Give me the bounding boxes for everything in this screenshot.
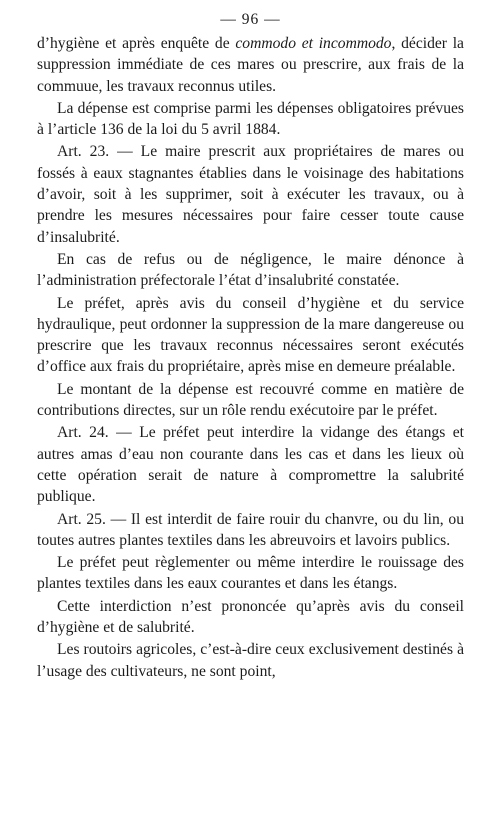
paragraph-recovery: Le montant de la dépense est recouvré comme en matière de contributions directes, sur un rôle rendu exécutoire par le préfet. xyxy=(37,380,464,420)
paragraph-refusal: En cas de refus ou de négligence, le maire dénonce à l’administration préfectorale l’état d’insalubrité constatée. xyxy=(37,250,464,290)
paragraph-text-after: , décider la suppression immédiate de ces mares ou prescrire, aux frais de la commuue, les travaux reconnus utiles. xyxy=(37,35,464,95)
paragraph-interdiction: Cette interdiction n’est prononcée qu’après avis du conseil d’hygiène et de salubrité. xyxy=(37,597,464,637)
paragraph-retting-regulation: Le préfet peut règlementer ou même interdire le rouissage des plantes textiles dans les eaux courantes et dans les étangs. xyxy=(37,554,464,593)
paragraph-agricultural-retting: Les routoirs agricoles, c’est-à-dire ceux exclusivement destinés à l’usage des cultivateurs, ne sont point, xyxy=(37,641,464,680)
paragraph-article-25: Art. 25. — Il est interdit de faire rouir du chanvre, ou du lin, ou toutes autres plantes textiles dans les abreuvoirs et lavoirs publics. xyxy=(37,510,464,549)
paragraph-prefect-order: Le préfet, après avis du conseil d’hygiène et du service hydraulique, peut ordonner la suppression de la mare dangereuse ou prescrire que les travaux reconnus nécessaires seront exécutés d’office aux frais du propriétaire, après mise en demeure préalable. xyxy=(37,294,464,376)
paragraph-article-23: Art. 23. — Le maire prescrit aux propriétaires de mares ou fossés à eaux stagnantes établies dans le voisinage des habitations d’avoir, soit à les supprimer, soit à exécuter les travaux, ou à prendre les mesures nécessaires pour faire cesser toute cause d’insalubrité. xyxy=(37,143,464,246)
paragraph-article-24: Art. 24. — Le préfet peut interdire la vidange des étangs et autres amas d’eau non courante dans les cas et dans les lieux où cette opération serait de nature à compromettre la salubrité publique. xyxy=(37,424,464,506)
paragraph-text-before: d’hygiène et après enquête de xyxy=(37,35,236,52)
paragraph-continuation xyxy=(37,33,464,97)
paragraph-expense: La dépense est comprise parmi les dépenses obligatoires prévues à l’article 136 de la loi du 5 avril 1884. xyxy=(37,99,464,139)
page-number: — 96 — xyxy=(220,11,281,28)
italic-phrase: commodo et incommodo xyxy=(235,35,392,52)
